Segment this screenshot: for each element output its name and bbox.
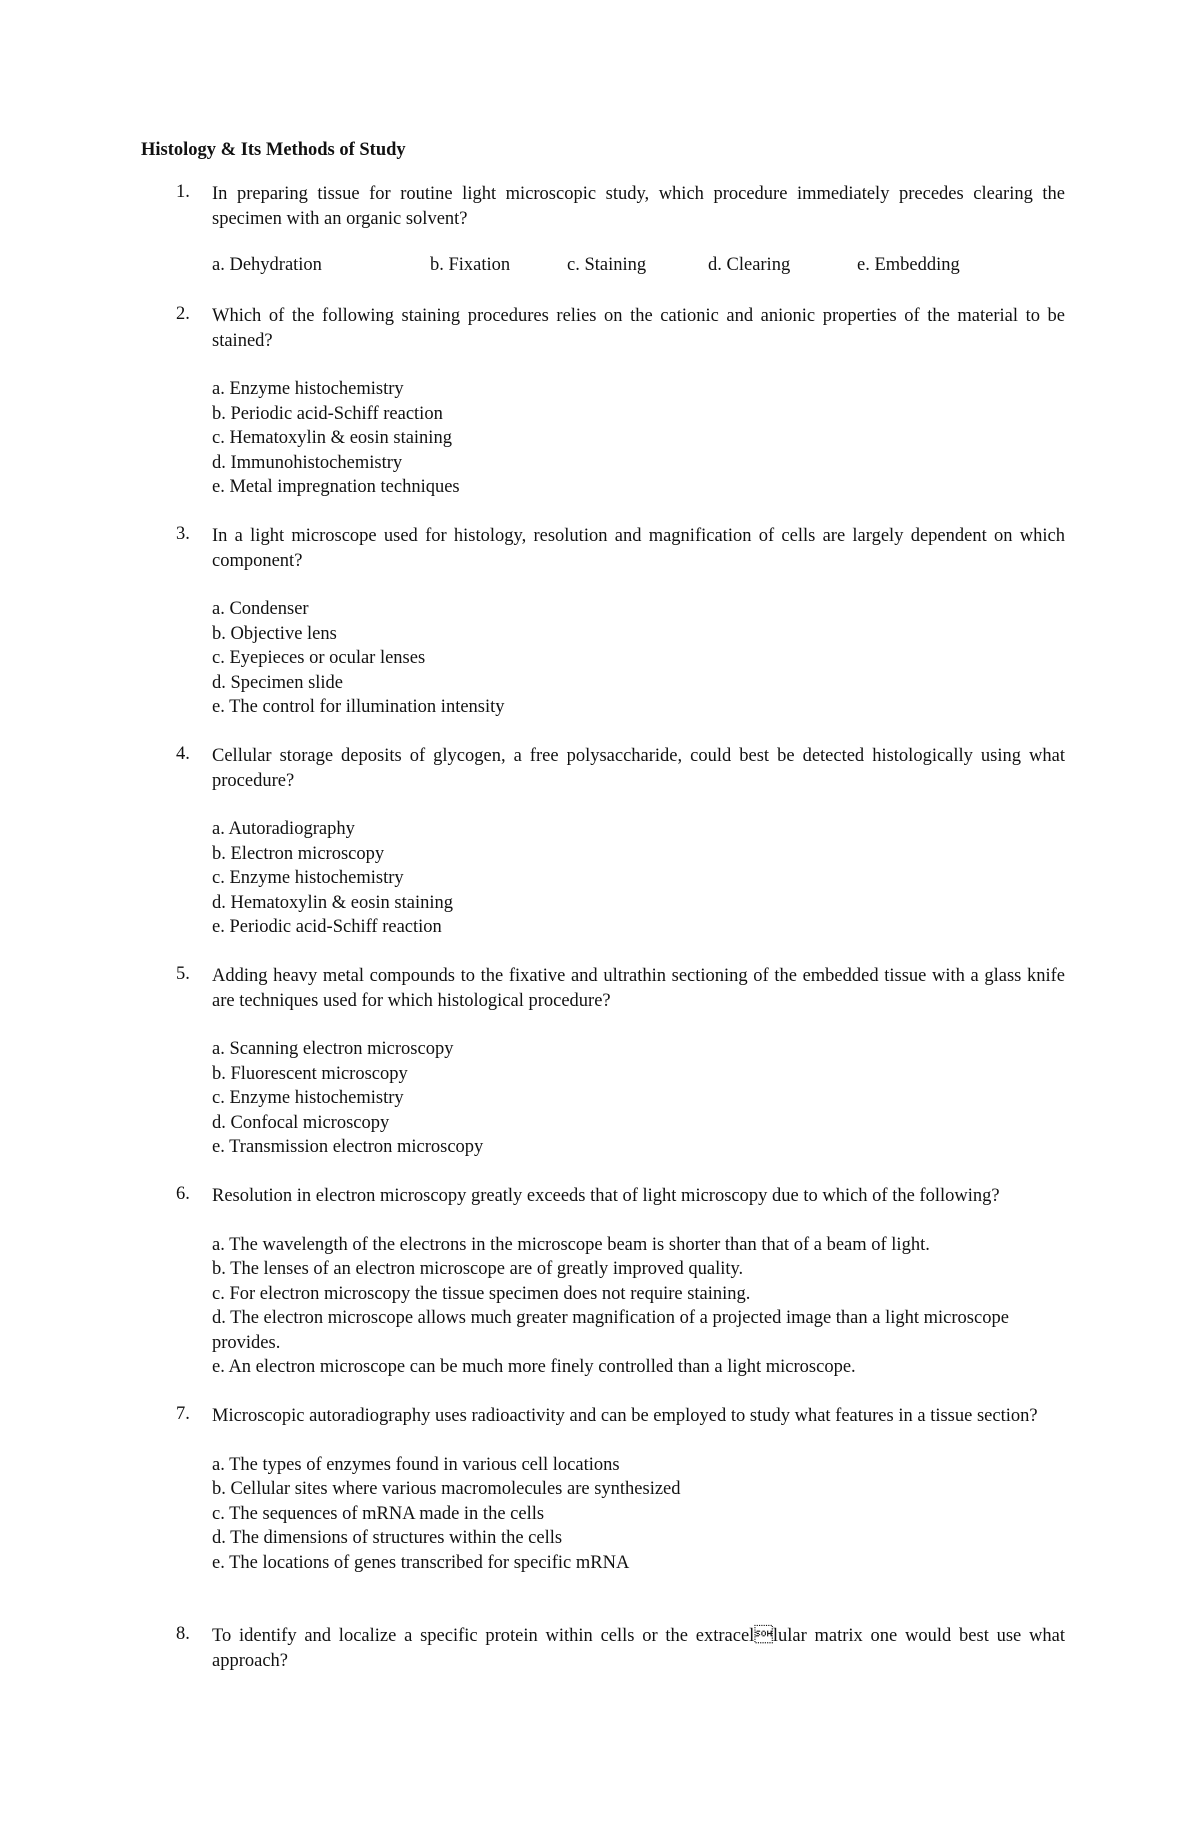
option-e: e. Periodic acid-Schiff reaction bbox=[212, 917, 442, 937]
option-a: a. Condenser bbox=[212, 599, 309, 619]
question-7 bbox=[141, 1404, 1065, 1575]
option-e: e. Transmission electron microscopy bbox=[212, 1137, 484, 1157]
question-number: 8. bbox=[176, 1624, 190, 1644]
question-text: Microscopic autoradiography uses radioactivity and can be employed to study what features in a tissue section? bbox=[212, 1406, 1038, 1426]
question-text: To identify and localize a specific protein within cells or the extracellular matrix one would best use what approach? bbox=[212, 1626, 1065, 1671]
option-b: b. Periodic acid-Schiff reaction bbox=[212, 403, 443, 424]
option-b: b. Objective lens bbox=[212, 623, 337, 644]
question-text: In a light microscope used for histology, resolution and magnification of cells are largely dependent on which component? bbox=[212, 526, 1065, 571]
options-list bbox=[212, 1233, 1065, 1380]
question-1 bbox=[141, 182, 1065, 279]
option-d: d. Immunohistochemistry bbox=[212, 452, 403, 473]
option-d: d. Confocal microscopy bbox=[212, 1112, 390, 1133]
option-e: e. An electron microscope can be much more finely controlled than a light microscope. bbox=[212, 1357, 856, 1377]
question-text: Adding heavy metal compounds to the fixative and ultrathin sectioning of the embedded tissue with a glass knife are techniques used for which histological procedure? bbox=[212, 966, 1065, 1011]
option-d: d. The electron microscope allows much greater magnification of a projected image than a light microscope provides. bbox=[212, 1308, 1009, 1353]
options-row bbox=[212, 255, 1065, 279]
options-list bbox=[212, 1453, 1065, 1576]
options-list bbox=[212, 817, 1065, 940]
options-list bbox=[212, 597, 1065, 720]
question-number: 2. bbox=[176, 304, 190, 324]
question-number: 1. bbox=[176, 182, 190, 202]
question-text: Which of the following staining procedures relies on the cationic and anionic properties of the material to be stained? bbox=[212, 306, 1065, 351]
option-c: c. Enzyme histochemistry bbox=[212, 1088, 404, 1108]
option-e: e. The locations of genes transcribed for specific mRNA bbox=[212, 1552, 630, 1573]
page-title: Histology & Its Methods of Study bbox=[141, 140, 406, 160]
options-list bbox=[212, 1037, 1065, 1160]
question-number: 6. bbox=[176, 1184, 190, 1204]
question-text: Cellular storage deposits of glycogen, a free polysaccharide, could best be detected histologically using what procedure? bbox=[212, 746, 1065, 791]
option-c: c. Staining bbox=[567, 255, 647, 275]
question-number: 7. bbox=[176, 1404, 190, 1424]
option-c: c. For electron microscopy the tissue specimen does not require staining. bbox=[212, 1283, 751, 1304]
option-c: c. The sequences of mRNA made in the cells bbox=[212, 1503, 545, 1524]
question-3 bbox=[141, 524, 1065, 720]
option-b: b. Fluorescent microscopy bbox=[212, 1063, 408, 1084]
option-d: d. Specimen slide bbox=[212, 672, 344, 693]
option-a: a. Enzyme histochemistry bbox=[212, 379, 404, 399]
question-5 bbox=[141, 964, 1065, 1160]
question-2 bbox=[141, 304, 1065, 500]
option-e: e. Embedding bbox=[857, 255, 960, 275]
option-b: b. Cellular sites where various macromolecules are synthesized bbox=[212, 1479, 681, 1499]
question-text: Resolution in electron microscopy greatly exceeds that of light microscopy due to which of the following? bbox=[212, 1186, 1000, 1206]
options-list bbox=[212, 377, 1065, 500]
question-6 bbox=[141, 1184, 1065, 1380]
option-c: c. Eyepieces or ocular lenses bbox=[212, 648, 426, 668]
question-8 bbox=[141, 1624, 1065, 1673]
option-b: b. Electron microscopy bbox=[212, 843, 385, 864]
option-d: d. Hematoxylin & eosin staining bbox=[212, 892, 453, 913]
question-number: 5. bbox=[176, 964, 190, 984]
option-a: a. The wavelength of the electrons in the microscope beam is shorter than that of a beam of light. bbox=[212, 1234, 930, 1255]
question-number: 4. bbox=[176, 744, 190, 764]
question-number: 3. bbox=[176, 524, 190, 544]
option-d: d. Clearing bbox=[708, 255, 791, 275]
question-4 bbox=[141, 744, 1065, 940]
option-a: a. Autoradiography bbox=[212, 819, 355, 839]
option-a: a. Scanning electron microscopy bbox=[212, 1039, 454, 1059]
option-c: c. Hematoxylin & eosin staining bbox=[212, 428, 452, 448]
option-e: e. The control for illumination intensity bbox=[212, 697, 505, 717]
option-b: b. Fixation bbox=[430, 255, 511, 275]
question-text: In preparing tissue for routine light microscopic study, which procedure immediately precedes clearing the specimen with an organic solvent? bbox=[212, 184, 1065, 229]
option-b: b. The lenses of an electron microscope are of greatly improved quality. bbox=[212, 1259, 744, 1279]
option-e: e. Metal impregnation techniques bbox=[212, 477, 460, 497]
option-a: a. The types of enzymes found in various cell locations bbox=[212, 1454, 620, 1475]
option-d: d. The dimensions of structures within the cells bbox=[212, 1528, 563, 1548]
option-a: a. Dehydration bbox=[212, 255, 322, 275]
option-c: c. Enzyme histochemistry bbox=[212, 868, 404, 888]
